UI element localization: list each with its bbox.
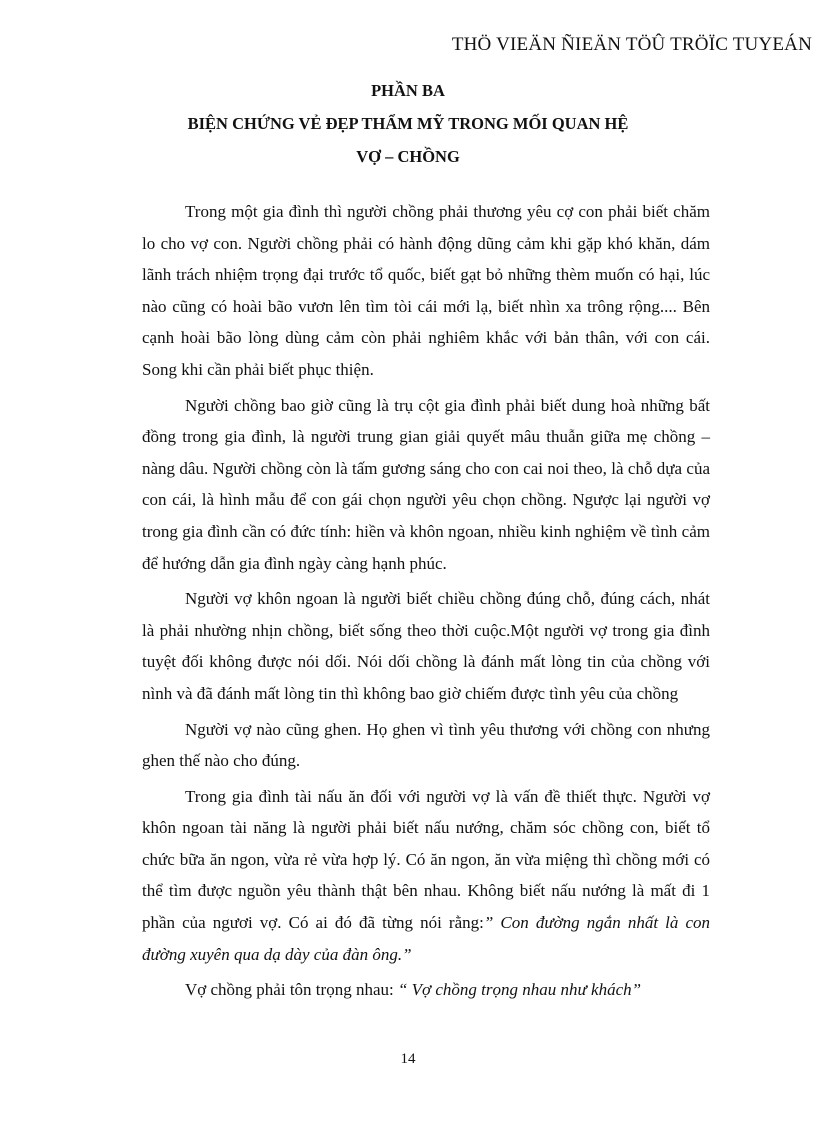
paragraph-5-text: Trong gia đình tài nấu ăn đối với người vợ là vấn đề thiết thực. Người vợ khôn ngoan tài năng là người phải biết nấu nướng, chăm sóc chồng con, biết tổ chức bữa ăn ngon, vừa rẻ vừa hợp lý. Có ăn ngon, ăn vừa miệng thì chồng mới có thể tìm được nguồn yêu thành thật bên nhau. Không biết nấu nướng là mất đi 1 phần của ngươi vợ. Có ai đó đã từng nói rằng:: [142, 786, 710, 933]
paragraph-2: Người chồng bao giờ cũng là trụ cột gia đình phải biết dung hoà những bất đồng trong gia đình, là người trung gian giải quyết mâu thuẫn giữa mẹ chồng – nàng dâu. Người chồng còn là tấm gương sáng cho con cai noi theo, là chỗ dựa của con cái, là hình mẫu để con gái chọn người yêu chọn chồng. Ngược lại người vợ trong gia đình cần có đức tính: hiền và khôn ngoan, nhiều kinh nghiệm về tình cảm để hướng dẫn gia đình ngày càng hạnh phúc.: [142, 395, 710, 573]
paragraph-6-text: Vợ chồng phải tôn trọng nhau:: [185, 980, 398, 1000]
part-title: PHẦN BA: [371, 81, 445, 100]
chapter-heading: [0, 74, 816, 173]
chapter-title-line-2: VỢ – CHỒNG: [356, 147, 460, 166]
paragraph-5: [142, 781, 710, 971]
paragraph-3: Người vợ khôn ngoan là người biết chiều chồng đúng chỗ, đúng cách, nhát là phải nhường nhịn chồng, biết sống theo thời cuộc.Một người vợ trong gia đình tuyệt đối không được nói dối. Nói dối chồng là đánh mất lòng tin của chồng với nình và đã đánh mất lòng tin thì không bao giờ chiếm được tình yêu của chồng: [142, 589, 710, 703]
page-number: 14: [400, 1051, 416, 1067]
paragraph-6: [142, 974, 710, 1006]
library-header-title: THÖ VIEÄN ÑIEÄN TÖÛ TRÖÏC TUYEÁN: [451, 34, 812, 55]
paragraph-1: Trong một gia đình thì người chồng phải thương yêu cợ con phải biết chăm lo cho vợ con. Người chồng phải có hành động dũng cảm khi gặp khó khăn, dám lãnh trách nhiệm trọng đại trước tổ quốc, biết gạt bỏ những thèm muốn có hại, lúc nào cũng có hoài bão vươn lên tìm tòi cái mới lạ, biết nhìn xa trông rộng.... Bên cạnh hoài bão lòng dùng cảm còn phải nghiêm khắc với bản thân, với con cái. Song khi cần phải biết phục thiện.: [142, 202, 710, 379]
paragraph-4: Người vợ nào cũng ghen. Họ ghen vì tình yêu thương với chồng con nhưng ghen thế nào cho đúng.: [142, 719, 710, 771]
paragraph-6-quote: “ Vợ chồng trọng nhau như khách”: [397, 980, 642, 1000]
body-text: [142, 196, 710, 1010]
chapter-title-line-1: BIỆN CHỨNG VẺ ĐẸP THẨM MỸ TRONG MỐI QUAN HỆ: [187, 114, 629, 133]
paragraph-5-quote: ” Con đường ngắn nhất là con đường xuyên qua dạ dày của đàn ông.”: [142, 913, 710, 964]
